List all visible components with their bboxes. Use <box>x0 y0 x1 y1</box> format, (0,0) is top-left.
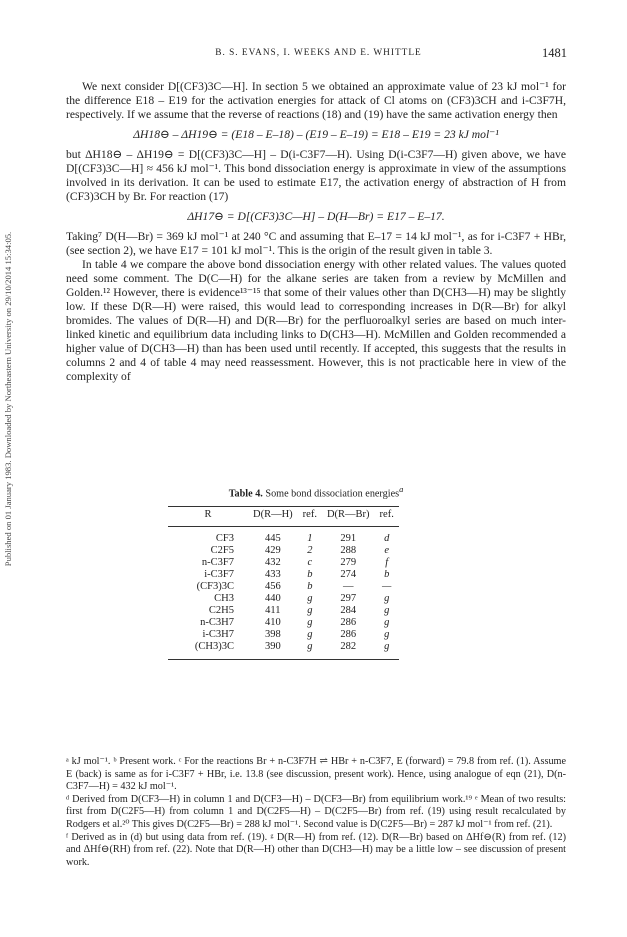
table-cell: b <box>307 581 313 592</box>
equation-2: ΔH17⊖ = D[(CF3)3C—H] – D(H—Br) = E17 – E–17. <box>187 210 445 223</box>
table-cell: g <box>384 629 390 640</box>
table-cell: C2H5 <box>208 605 234 616</box>
table-label: Table 4. <box>228 488 263 500</box>
page-header <box>110 48 567 64</box>
table-cell: (CH3)3C <box>168 641 248 660</box>
table-cell: 432 <box>264 557 281 568</box>
body-text <box>66 80 566 384</box>
table-row <box>168 605 399 617</box>
table-cell: 274 <box>340 569 357 580</box>
table-caption <box>66 484 566 499</box>
table-cell: n-C3H7 <box>200 617 234 628</box>
footnote-f: ᶠ Derived as in (d) but using data from ref. (19). ᵍ D(R—H) from ref. (12). D(R—Br) based on ΔHf⊖(R) from ref. (12) and ΔHf⊖(RH) from ref. (22). Note that D(R—H) other than D(CH3—H) may be a little low – see discussion of present work. <box>66 831 566 868</box>
table-cell: 429 <box>264 545 281 556</box>
table-row <box>168 581 399 593</box>
table-cell: b <box>384 569 390 580</box>
table-cell: i-C3F7 <box>204 569 234 580</box>
column-header: R <box>168 507 248 527</box>
table-cell: f <box>385 557 389 568</box>
footnote-d: ᵈ Derived from D(CF3—H) in column 1 and D(CF3—H) – D(CF3—Br) from equilibrium work.¹⁹ ᵉ Mean of two results: first from D(C2F5—H) from column 1 and D(C2F5—H) – D(C2F5—Br) from ref. (19) using result recalculated by Rodgers et al.²⁰ This gives D(C2F5—Br) = 288 kJ mol⁻¹. Second value is D(C2F5—Br) = 287 kJ mol⁻¹ from ref. (21). <box>66 793 566 830</box>
table-cell: d <box>384 533 390 544</box>
table-cell: c <box>307 557 313 568</box>
table-row <box>168 593 399 605</box>
page-number: 1481 <box>542 46 567 60</box>
table-cell: g <box>384 617 390 628</box>
table-caption-text: Some bond dissociation energies <box>265 488 400 500</box>
table-cell: b <box>307 569 313 580</box>
table-row <box>168 527 399 546</box>
table-cell: g <box>307 629 313 640</box>
table-cell: 433 <box>264 569 281 580</box>
table-cell: 440 <box>264 593 281 604</box>
table-cell: i-C3H7 <box>202 629 234 640</box>
column-header: ref. <box>375 507 399 527</box>
sidebar-publication-note: Published on 01 January 1983. Downloaded by Northeastern University on 29/10/2014 15:34:05. <box>3 231 13 567</box>
table-cell: 282 <box>322 641 375 660</box>
table-caption-note: a <box>399 484 404 494</box>
bond-dissociation-table <box>168 506 399 660</box>
table-cell: 288 <box>340 545 357 556</box>
table-cell: 297 <box>340 593 357 604</box>
table-cell: 291 <box>340 533 357 544</box>
table-cell: 284 <box>340 605 357 616</box>
table-cell: 445 <box>264 533 281 544</box>
table-footnotes <box>66 756 566 869</box>
table-cell: g <box>307 617 313 628</box>
table-cell: 398 <box>264 629 281 640</box>
column-header: ref. <box>298 507 322 527</box>
table-cell: — <box>382 581 392 592</box>
table-row <box>168 629 399 641</box>
table-cell: (CF3)3C <box>196 581 234 592</box>
table-cell: n-C3F7 <box>201 557 234 568</box>
table-cell: 286 <box>340 617 357 628</box>
table-cell: 390 <box>248 641 298 660</box>
table-cell: 411 <box>265 605 281 616</box>
paragraph-2: but ΔH18⊖ – ΔH19⊖ = D[(CF3)3C—H] – D(i-C3F7—H). Using D(i-C3F7—H) given above, we have D[(CF3)3C—H] ≈ 456 kJ mol⁻¹. This bond dissociation energy is approximate in view of the assumptions involved in its derivation. It can be used to estimate E17, the activation energy of abstraction of H from (CF3)3CH by Br. For reaction (17) <box>66 148 566 203</box>
table-cell: — <box>343 581 354 592</box>
table-cell: g <box>307 605 313 616</box>
table-row <box>168 641 399 660</box>
table-cell: 2 <box>307 545 313 556</box>
table-row <box>168 617 399 629</box>
paragraph-4: In table 4 we compare the above bond dissociation energy with other related values. The values quoted need some comment. The D(C—H) for the alkane series are taken from a review by McMillen and Golden.¹² However, there is evidence¹³⁻¹⁵ that some of their values other than D(CH3—H) may be slightly low. If these D(R—H) were raised, this would lead to corresponding increases in D(R—Br) for alkyl bromides. The values of D(R—H) and D(R—Br) for the perfluoroalkyl series are based on much inter-linked kinetic and equilibrium data including links to D(CH3—H). McMillen and Golden recommended a higher value of D(CH3—H) than has been used until recently. If accepted, this suggests that the results in columns 2 and 4 of table 4 may need reassessment. However, this is not practicable here in view of the complexity of <box>66 258 566 383</box>
table-cell: g <box>298 641 322 660</box>
table-row <box>168 545 399 557</box>
table-cell: g <box>384 593 390 604</box>
table-cell: g <box>307 593 313 604</box>
paragraph-1: We next consider D[(CF3)3C—H]. In section 5 we obtained an approximate value of 23 kJ mol⁻¹ for the difference E18 – E19 for the activation energies for attack of Cl atoms on (CF3)3CH and i-C3F7H, respectively. If we assume that the reverse of reactions (18) and (19) have the same activation energy then <box>66 80 566 121</box>
table-cell: e <box>384 545 390 556</box>
equation-1: ΔH18⊖ – ΔH19⊖ = (E18 – E–18) – (E19 – E–19) = E18 – E19 = 23 kJ mol⁻¹ <box>133 128 499 141</box>
table-header-row <box>168 507 399 527</box>
table-row <box>168 569 399 581</box>
table-cell: 456 <box>264 581 281 592</box>
footnote-a: ᵃ kJ mol⁻¹. ᵇ Present work. ᶜ For the reactions Br + n-C3F7H ⇌ HBr + n-C3F7, E (forward) = 79.8 from ref. (1). Assume E (back) is same as for i-C3F7 + HBr, i.e. 13.8 (see discussion, present work). Hence, using analogue of eqn (21), D(n-C3F7—H) = 432 kJ mol⁻¹. <box>66 756 566 793</box>
table-cell: 410 <box>264 617 281 628</box>
table-row <box>168 557 399 569</box>
table-cell: 1 <box>307 533 313 544</box>
table-cell: 286 <box>340 629 357 640</box>
running-head: B. S. EVANS, I. WEEKS AND E. WHITTLE <box>215 48 422 58</box>
paragraph-3: Taking⁷ D(H—Br) = 369 kJ mol⁻¹ at 240 °C and assuming that E–17 = 14 kJ mol⁻¹, as for i-C3F7 + HBr, (see section 2), we have E17 = 101 kJ mol⁻¹. This is the origin of the result given in table 3. <box>66 230 566 257</box>
table-cell: g <box>384 605 390 616</box>
table-cell: 279 <box>340 557 357 568</box>
table-cell: CH3 <box>214 593 234 604</box>
column-header: D(R—H) <box>248 507 298 527</box>
table-cell: C2F5 <box>210 545 234 556</box>
table-cell: CF3 <box>215 533 234 544</box>
column-header: D(R—Br) <box>322 507 375 527</box>
table-cell: g <box>375 641 399 660</box>
